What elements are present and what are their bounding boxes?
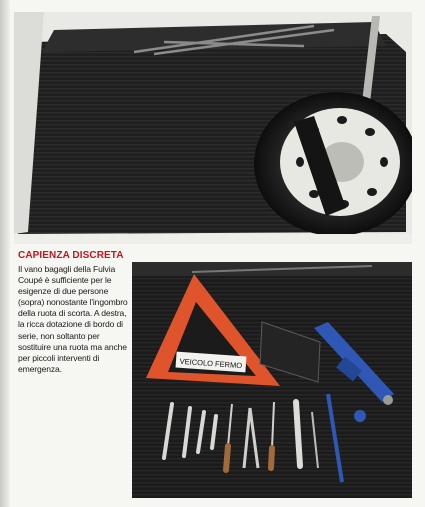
warning-triangle-text: VEICOLO FERMO [179, 356, 243, 371]
photo-luggage-compartment [14, 12, 412, 244]
caption-body: Il vano bagagli della Fulvia Coupé è sufficiente per le esigenze di due persone (sopra) nonostante l'ingombro della ruota di scorta. A destra, la ricca dotazione di bordo di serie, non soltanto per sostituire una ruota ma anche per piccoli interventi di emergenza. [18, 264, 128, 374]
photo-tool-kit [132, 262, 412, 498]
caption-title: CAPIENZA DISCRETA [18, 250, 124, 261]
photo-caption [18, 250, 130, 375]
page-gutter [0, 0, 10, 507]
boot-sill [14, 234, 412, 244]
luggage-compartment-illustration [14, 12, 412, 244]
tool-kit-illustration [132, 262, 412, 498]
spark-plug-wrench [296, 402, 300, 466]
screwdriver-2-handle [271, 448, 272, 468]
screwdriver-handle [226, 446, 228, 470]
wrench-socket [354, 410, 366, 422]
